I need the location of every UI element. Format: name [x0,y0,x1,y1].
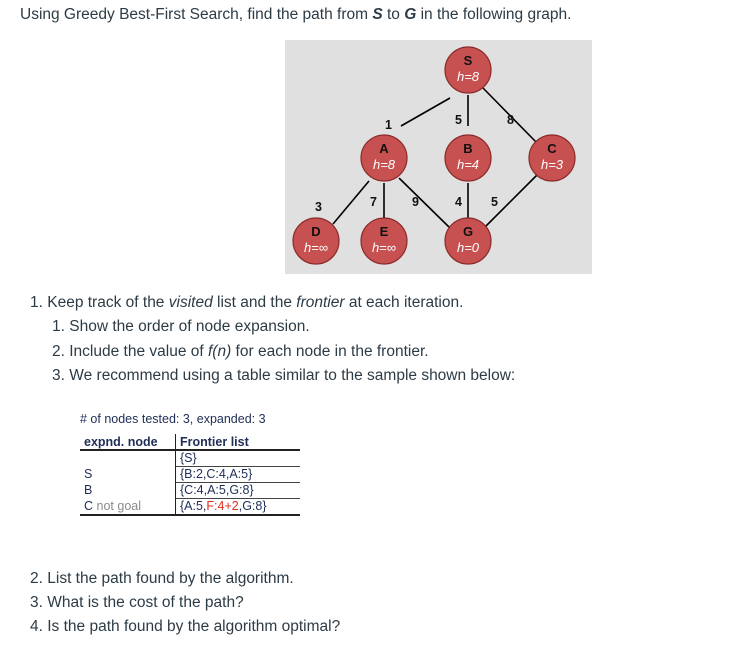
search-graph [285,40,592,274]
subitem-2 [52,340,515,365]
node-a-name: A [379,141,389,156]
instruction-text: list and the [212,294,297,311]
node-g-name: G [462,224,474,239]
table-header-row [80,434,300,450]
sample-table [80,434,300,516]
node-e [361,218,407,264]
node-s-name: S [463,53,473,68]
subitem-1 [52,315,515,340]
subitem-text: for each node in the frontier. [231,342,429,360]
weight-a-d: 3 [315,200,322,214]
node-g [445,218,491,264]
table-row [80,450,300,467]
subitem-text: Show the order of node expansion. [69,318,310,335]
node-a-heuristic: h=8 [372,157,396,172]
cell-node [80,499,176,516]
node-a [361,135,407,181]
goal-node-label: G [404,6,417,23]
frontier-highlight: F:4+2 [206,499,239,513]
node-b-name: B [463,141,473,156]
weight-s-b: 5 [455,113,462,127]
cell-frontier: {C:4,A:5,G:8} [176,483,301,499]
cell-frontier [176,499,301,516]
header-expnd-node: expnd. node [80,434,176,450]
weight-s-a: 1 [385,118,392,132]
node-g-heuristic: h=0 [456,240,480,255]
intro-before: Using Greedy Best-First Search, find the path from [20,6,373,23]
fn-term: f(n) [208,342,232,360]
weight-a-g: 9 [412,195,419,209]
instruction-list [30,291,463,316]
cell-frontier: {S} [176,450,301,467]
instruction-item-1 [30,291,463,316]
weight-b-g: 4 [455,195,462,209]
question-list [30,567,340,639]
cell-node-value: C [84,498,94,513]
node-s-heuristic: h=8 [456,69,480,84]
cell-frontier: {B:2,C:4,A:5} [176,467,301,483]
edge-a-d [333,181,369,224]
start-node-label: S [372,6,383,23]
cell-node: S [80,467,176,483]
weight-s-c: 8 [507,113,514,127]
node-c-name: C [547,141,557,156]
weight-a-e: 7 [370,195,377,209]
node-d [293,218,339,264]
sample-table-block [80,412,300,516]
subitem-3 [52,364,515,389]
intro-middle: to [382,6,405,23]
cell-node-note: not goal [96,498,141,513]
node-c [529,135,575,181]
question-text: What is the cost of the path? [47,594,244,611]
node-d-name: D [311,224,321,239]
subitem-number: 2. [52,342,65,360]
question-item-2 [30,567,340,591]
node-s [445,47,491,93]
table-row [80,483,300,499]
edge-a-g [399,178,449,227]
frontier-term: frontier [296,294,345,311]
question-item-4 [30,615,340,639]
table-row [80,499,300,516]
intro-after: in the following graph. [416,6,572,23]
subitem-text: Include the value of [69,342,208,360]
cell-node: B [80,483,176,499]
question-number: 2. [30,570,43,587]
node-b [445,135,491,181]
frontier-start: {A:5, [180,499,207,513]
cell-node [80,450,176,467]
instruction-number: 1. [30,294,43,311]
node-c-heuristic: h=3 [540,157,564,172]
table-row [80,467,300,483]
table-caption: # of nodes tested: 3, expanded: 3 [80,412,266,426]
frontier-end: ,G:8} [238,499,267,513]
question-text: Is the path found by the algorithm optimal? [47,618,341,635]
question-item-3 [30,591,340,615]
subitem-number: 3. [52,367,65,384]
node-e-heuristic: h=∞ [371,240,397,255]
instruction-text: Keep track of the [47,294,169,311]
intro-text [20,6,571,24]
instruction-sublist [52,315,515,389]
weight-c-g: 5 [491,195,498,209]
subitem-text: We recommend using a table similar to the sample shown below: [69,367,516,384]
header-frontier-list: Frontier list [176,434,301,450]
subitem-number: 1. [52,318,65,335]
question-text: List the path found by the algorithm. [47,570,294,587]
question-number: 3. [30,594,43,611]
node-e-name: E [379,224,389,239]
node-d-heuristic: h=∞ [303,240,329,255]
edge-s-a [401,98,450,126]
node-b-heuristic: h=4 [456,157,480,172]
visited-term: visited [168,294,213,311]
question-number: 4. [30,618,43,635]
instruction-text: at each iteration. [344,294,464,311]
